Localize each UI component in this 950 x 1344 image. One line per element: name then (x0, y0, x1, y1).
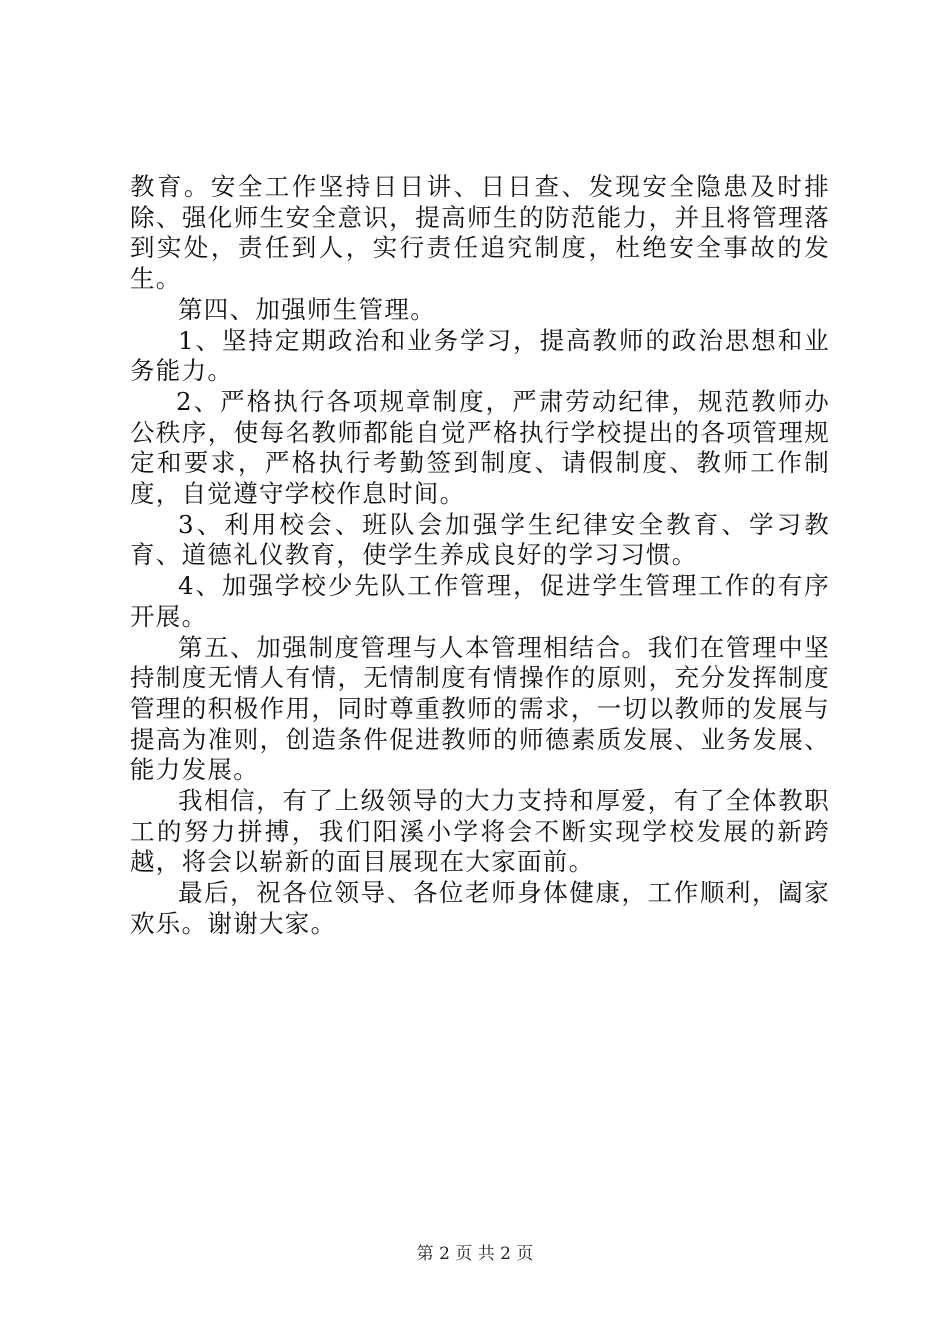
paragraph-safety-education-continued: 教育。安全工作坚持日日讲、日日查、发现安全隐患及时排除、强化师生安全意识，提高师生的防范能力，并且将管理落到实处，责任到人，实行责任追究制度，杜绝安全事故的发生。 (130, 172, 830, 294)
page-number-footer: 第 2 页 共 2 页 (416, 1244, 534, 1264)
document-body (130, 172, 830, 940)
section-heading-four: 第四、加强师生管理。 (178, 294, 436, 324)
paragraph-closing: 最后，祝各位领导、各位老师身体健康，工作顺利，阖家欢乐。谢谢大家。 (130, 878, 830, 938)
list-item-4: 4、加强学校少先队工作管理，促进学生管理工作的有序开展。 (130, 571, 830, 631)
list-item-3: 3、利用校会、班队会加强学生纪律安全教育、学习教育、道德礼仪教育，使学生养成良好的学习习惯。 (130, 509, 830, 570)
paragraph-confidence: 我相信，有了上级领导的大力支持和厚爱，有了全体教职工的努力拼搏，我们阳溪小学将会不断实现学校发展的新跨越，将会以崭新的面目展现在大家面前。 (130, 786, 830, 877)
list-item-1: 1、坚持定期政治和业务学习，提高教师的政治思想和业务能力。 (130, 325, 830, 386)
list-item-2: 2、严格执行各项规章制度，严肃劳动纪律，规范教师办公秩序，使每名教师都能自觉严格执行学校提出的各项管理规定和要求，严格执行考勤签到制度、请假制度、教师工作制度，自觉遵守学校作息时间。 (130, 386, 830, 509)
section-heading-five-paragraph: 第五、加强制度管理与人本管理相结合。我们在管理中坚持制度无情人有情，无情制度有情操作的原则，充分发挥制度管理的积极作用，同时尊重教师的需求，一切以教师的发展与提高为准则，创造条件促进教师的师德素质发展、业务发展、能力发展。 (130, 632, 830, 785)
